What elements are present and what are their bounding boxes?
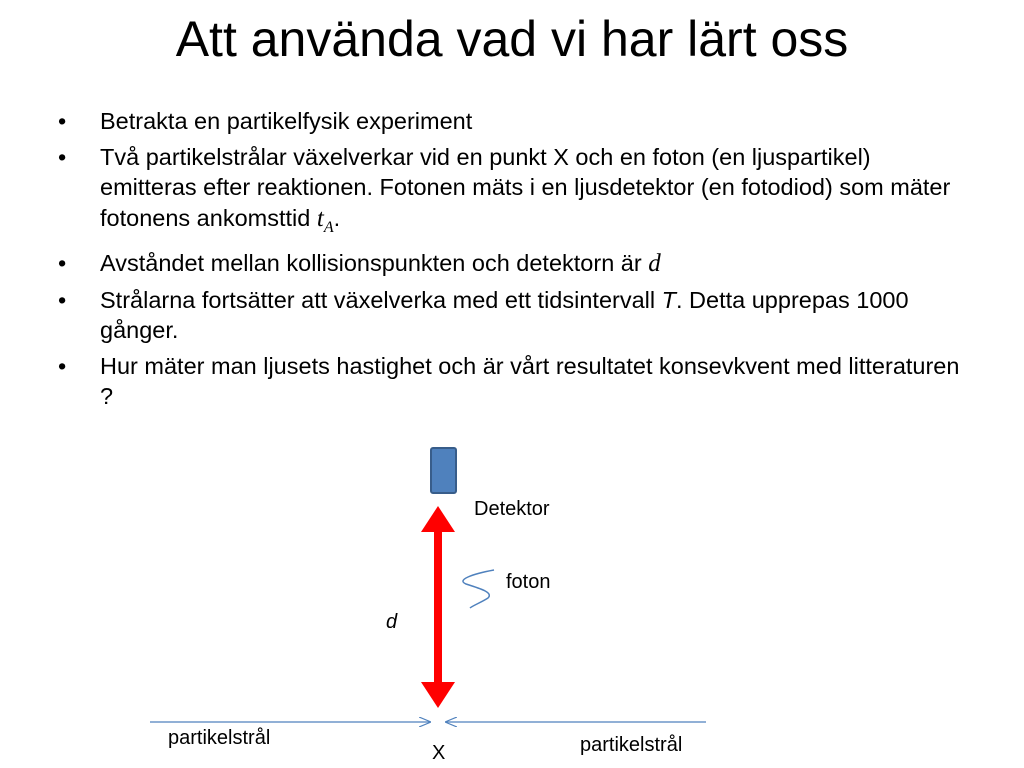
bullet-text: Strålarna fortsätter att växelverka med ett tidsintervall <box>100 286 662 313</box>
bullet-text: Hur mäter man ljusets hastighet och är vårt resultatet konsevkvent med litteraturen ? <box>100 352 960 409</box>
slide-title: Att använda vad vi har lärt oss <box>175 11 849 67</box>
distance-arrow <box>421 506 455 708</box>
bullet-text: Betrakta en partikelfysik experiment <box>100 108 473 134</box>
bullet-list <box>58 106 963 417</box>
beam-left-label: partikelstrål <box>168 727 271 749</box>
bullet-item <box>58 285 963 346</box>
beam-right-label: partikelstrål <box>580 734 683 756</box>
detector-shape <box>431 448 456 493</box>
variable-subscript: A <box>323 218 334 236</box>
photon-label: foton <box>506 571 551 593</box>
bullet-dot: • <box>58 286 67 313</box>
detector-label: Detektor <box>474 498 550 520</box>
collision-point-label: X <box>432 742 446 764</box>
bullet-tail: . <box>333 204 341 231</box>
arrival-time-variable <box>316 204 334 236</box>
interval-variable: T <box>661 286 676 313</box>
bullet-dot: • <box>58 352 67 379</box>
bullet-text: Avståndet mellan kollisionspunkten och detektorn är <box>100 250 649 276</box>
bullet-dot: • <box>58 250 67 276</box>
bullet-tail: . Detta upprepas 1000 gånger. <box>100 286 909 343</box>
bullet-item <box>58 248 963 280</box>
bullet-item <box>58 351 963 412</box>
bullet-dot: • <box>58 108 67 134</box>
photon-squiggle <box>463 570 494 608</box>
bullet-item <box>58 106 963 137</box>
distance-variable: d <box>648 250 661 277</box>
distance-label: d <box>386 611 398 633</box>
bullet-dot: • <box>58 143 67 170</box>
bullet-item <box>58 142 963 244</box>
bullet-text: Två partikelstrålar växelverkar vid en punkt X och en foton (en ljuspartikel) emitteras efter reaktionen. Fotonen mäts i en ljusdetektor (en fotodiod) som mäter fotonens ankomsttid <box>100 143 951 231</box>
variable-symbol: t <box>316 204 324 232</box>
